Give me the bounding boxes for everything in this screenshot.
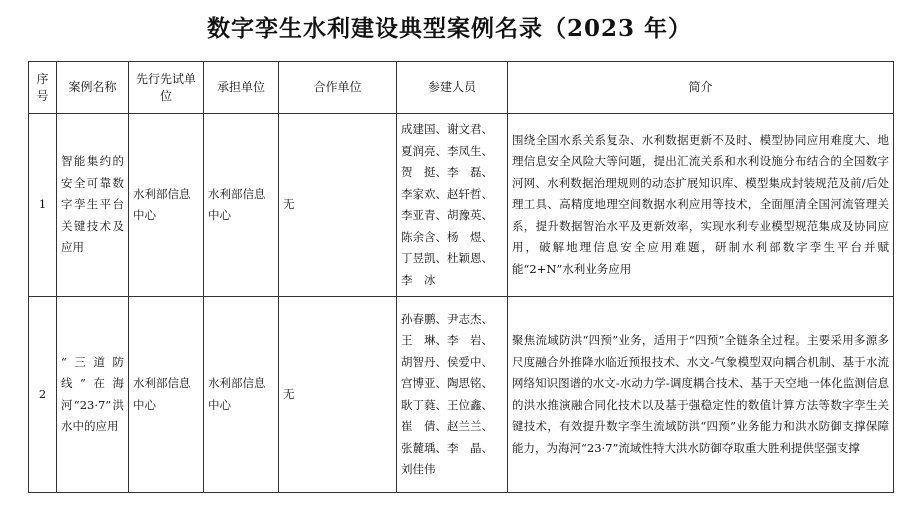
case-name: 智能集约的安全可靠数字孪生平台关键技术及应用 <box>57 114 129 297</box>
member-line: 崔 倩、赵兰兰、 <box>401 419 493 433</box>
member-line: 丁昱凯、杜颖恩、 <box>401 251 493 265</box>
case-number: 2 <box>29 297 57 493</box>
member-line: 李 冰 <box>401 272 436 287</box>
member-line: 宫博亚、陶思铭、 <box>401 376 493 390</box>
members-cell <box>397 297 508 493</box>
header-partner-unit: 合作单位 <box>279 62 397 114</box>
case-table <box>28 61 894 493</box>
members-cell <box>397 114 508 297</box>
member-line: 刘佳伟 <box>401 462 436 476</box>
member-line: 李亚青、胡豫英、 <box>401 208 493 222</box>
header-case-name: 案例名称 <box>57 62 129 114</box>
header-intro: 简介 <box>508 62 894 114</box>
member-line: 孙春鹏、尹志杰、 <box>401 311 493 326</box>
member-line: 陈余含、杨 煜、 <box>401 229 493 244</box>
case-intro: 围绕全国水系关系复杂、水利数据更新不及时、模型协同应用难度大、地理信息安全风险大等问题，提出汇流关系和水利设施分布结合的全国数字河网、水利数据治理规则的动态扩展知识库、模型集成封装规范及前/后处理工具、高精度地理空间数据水利应用等技术，全面厘清全国河流管理关系，提升数据智治水平及更新效率，实现水利专业模型规范集成及协同应用，破解地理信息安全应用难题，研制水利部数字孪生平台并赋能“2+N”水利业务应用 <box>508 114 894 297</box>
page-title: 数字孪生水利建设典型案例名录（2023 年） <box>206 15 693 42</box>
table-header-row <box>29 62 894 114</box>
header-no: 序号 <box>29 62 57 114</box>
case-intro: 聚焦流域防洪“四预”业务，适用于“四预”全链条全过程。主要采用多源多尺度融合外推降水临近预报技术、水文-气象模型双向耦合机制、基于水流网络知识图谱的水文-水动力学-调度耦合技术、基于天空地一体化监测信息的洪水推演融合同化技术以及基于强稳定性的数值计算方法等数字孪生关键技术，有效提升数字孪生流域防洪“四预”业务能力和洪水防御支撑保障能力，为海河“23·7”流域性特大洪水防御夺取重大胜利提供坚强支撑 <box>508 297 894 493</box>
case-number: 1 <box>29 114 57 297</box>
partner-unit: 无 <box>279 297 397 493</box>
case-name: “三道防线”在海河“23·7”洪水中的应用 <box>57 297 129 493</box>
member-line: 成建国、谢文君、 <box>401 122 493 136</box>
header-members: 参建人员 <box>397 62 508 114</box>
member-line: 夏润亮、李凤生、 <box>401 143 493 158</box>
member-line: 李家欢、赵轩哲、 <box>401 186 493 201</box>
member-line: 贺 挺、李 磊、 <box>401 165 493 179</box>
member-line: 耿丁蕤、王位鑫、 <box>401 397 493 412</box>
undertaking-unit: 水利部信息中心 <box>204 297 279 493</box>
table-row <box>29 297 894 493</box>
header-undertaking-unit: 承担单位 <box>204 62 279 114</box>
member-line: 王 琳、李 岩、 <box>401 333 493 347</box>
header-pilot-unit: 先行先试单位 <box>129 62 204 114</box>
partner-unit: 无 <box>279 114 397 297</box>
pilot-unit: 水利部信息中心 <box>129 114 204 297</box>
member-line: 胡智丹、侯爱中、 <box>401 354 493 369</box>
undertaking-unit: 水利部信息中心 <box>204 114 279 297</box>
member-line: 张麓瑀、李 晶、 <box>401 440 493 455</box>
pilot-unit: 水利部信息中心 <box>129 297 204 493</box>
table-row <box>29 114 894 297</box>
